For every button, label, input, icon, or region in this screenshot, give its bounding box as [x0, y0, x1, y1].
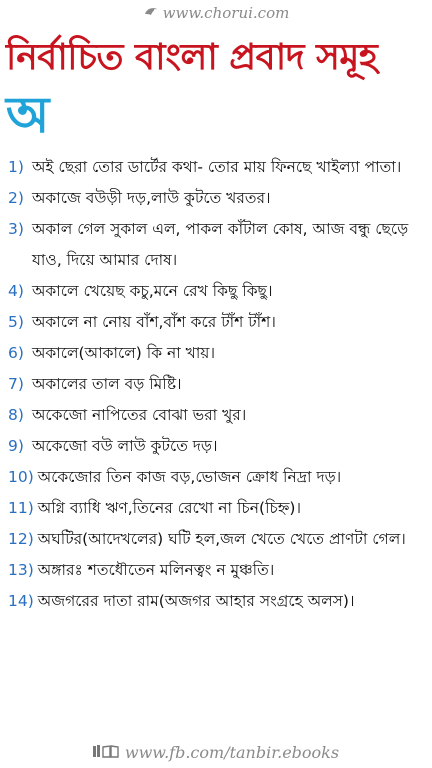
- item-number: 8): [8, 406, 24, 424]
- footer-url: www.fb.com/tanbir.ebooks: [124, 743, 340, 762]
- section-letter: অ: [6, 86, 50, 144]
- list-item: [8, 586, 424, 617]
- list-item: [8, 369, 424, 400]
- item-number: 9): [8, 437, 24, 455]
- item-text: অকেজো বউ লাউ কুটতে দড়।: [32, 437, 218, 455]
- page-title: নির্বাচিত বাংলা প্রবাদ সমূহ: [6, 37, 378, 78]
- books-icon: [93, 744, 119, 762]
- item-number: 10): [8, 468, 34, 486]
- list-item: [8, 493, 424, 524]
- item-number: 2): [8, 189, 24, 207]
- item-text: অকেজো নাপিতের বোঝা ভরা খুর।: [32, 406, 247, 424]
- item-text: অকাজে বউড়ী দড়,লাউ কুটতে খরতর।: [32, 189, 271, 207]
- site-url: www.chorui.com: [162, 4, 290, 22]
- item-number: 4): [8, 282, 24, 300]
- list-item: [8, 462, 424, 493]
- item-text: অঙ্গারঃ শতধৌতেন মলিনত্বং ন মুঞ্চতি।: [37, 561, 275, 579]
- list-item: [8, 524, 424, 555]
- list-item: [8, 555, 424, 586]
- list-item: [8, 183, 424, 214]
- item-number: 3): [8, 220, 24, 238]
- item-text: অকাল গেল সুকাল এল, পাকল কাঁটাল কোষ, আজ বন্ধু ছেড়ে যাও, দিয়ে আমার দোষ।: [32, 220, 409, 269]
- item-number: 13): [8, 561, 34, 579]
- site-watermark: [0, 4, 432, 22]
- item-text: অগ্নি ব্যাধি ঋণ,তিনের রেখো না চিন(চিহ্ন)।: [37, 499, 301, 517]
- list-item: [8, 400, 424, 431]
- list-item: [8, 431, 424, 462]
- item-number: 12): [8, 530, 34, 548]
- list-item: [8, 338, 424, 369]
- list-item: [8, 214, 424, 276]
- item-number: 5): [8, 313, 24, 331]
- item-text: অকালের তাল বড় মিষ্টি।: [32, 375, 182, 393]
- item-text: অকালে না নোয় বাঁশ,বাঁশ করে টাঁশ টাঁশ।: [32, 313, 276, 331]
- item-number: 1): [8, 158, 24, 176]
- proverb-list: [8, 152, 424, 617]
- item-number: 14): [8, 592, 34, 610]
- item-text: অকালে(আকালে) কি না খায়।: [32, 344, 215, 362]
- list-item: [8, 152, 424, 183]
- list-item: [8, 276, 424, 307]
- item-text: অজগরের দাতা রাম(অজগর আহার সংগ্রহে অলস)।: [37, 592, 355, 610]
- item-text: অঘটির(আদেখলের) ঘটি হল,জল খেতে খেতে প্রাণটা গেল।: [37, 530, 406, 548]
- item-text: অকালে খেয়েছ কচু,মনে রেখ কিছু কিছু।: [32, 282, 273, 300]
- item-number: 7): [8, 375, 24, 393]
- bird-logo-icon: [143, 6, 159, 20]
- footer-watermark: [0, 743, 432, 762]
- item-text: অকেজোর তিন কাজ বড়,ভোজন ক্রোধ নিদ্রা দড়।: [37, 468, 342, 486]
- item-text: অই ছেরা তোর ডার্টের কথা- তোর মায় ফিনছে খাইল্যা পাতা।: [32, 158, 402, 176]
- list-item: [8, 307, 424, 338]
- item-number: 11): [8, 499, 34, 517]
- item-number: 6): [8, 344, 24, 362]
